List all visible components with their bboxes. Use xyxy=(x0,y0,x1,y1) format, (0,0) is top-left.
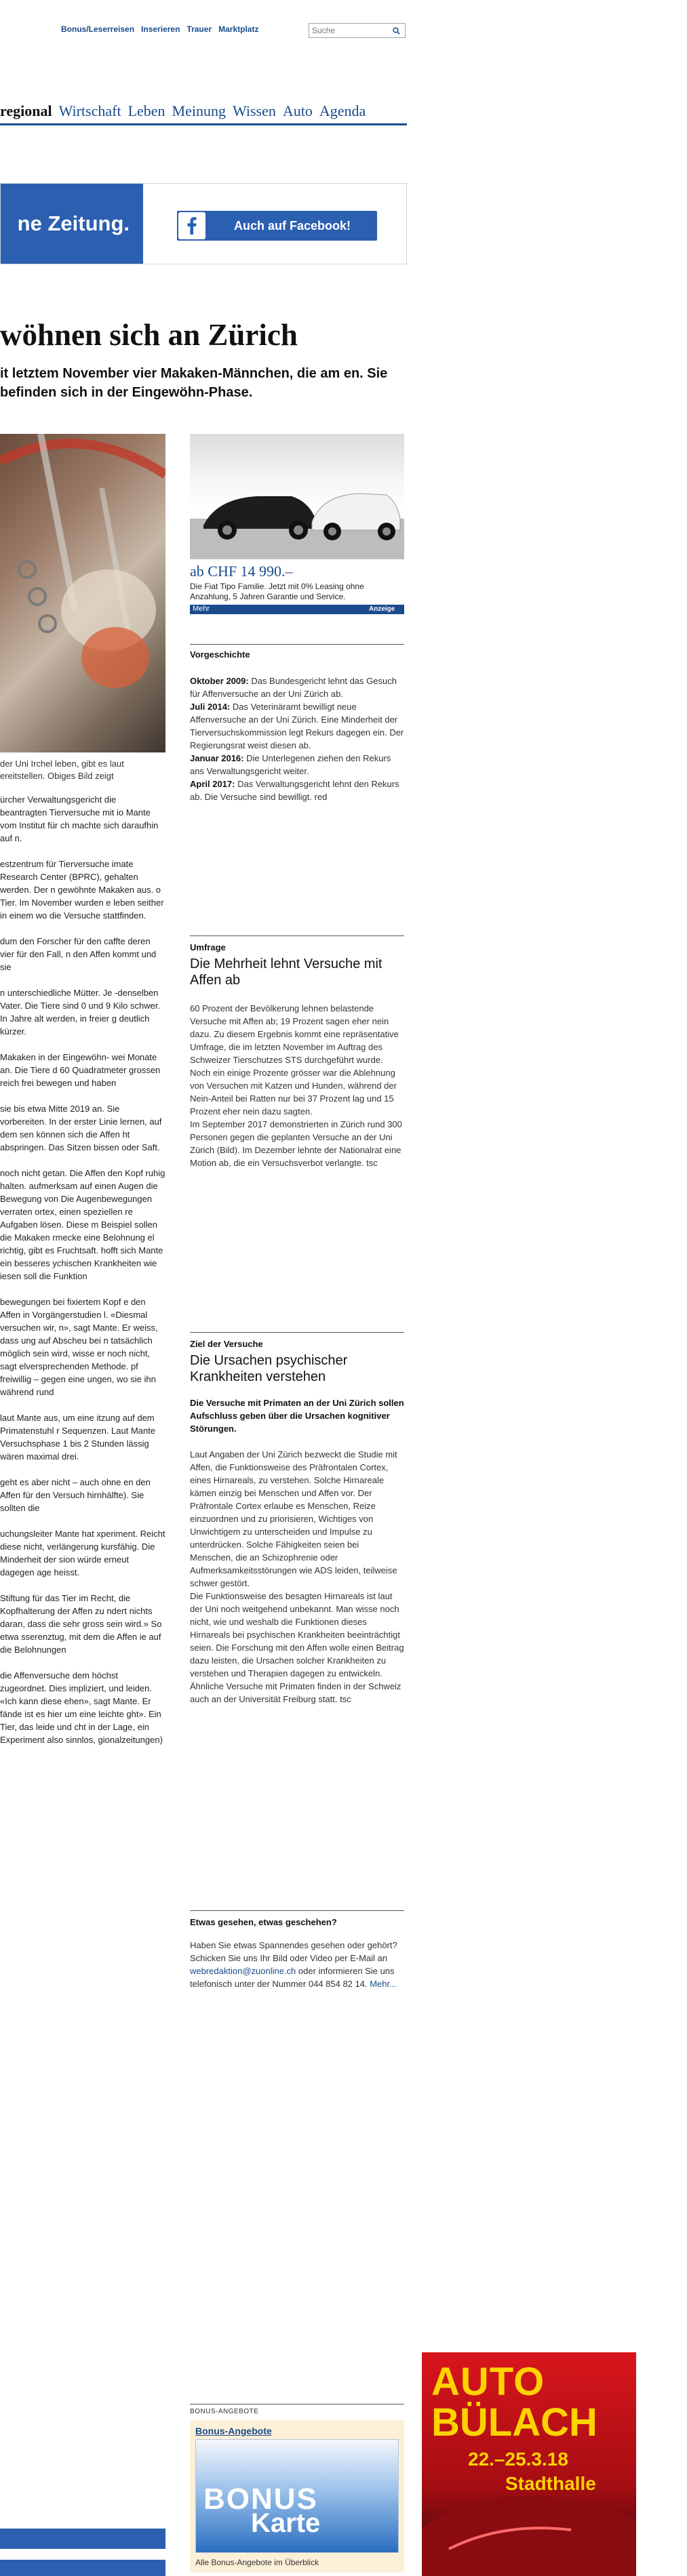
article-body xyxy=(0,793,165,1746)
umfrage-paragraph: Im September 2017 demonstrierten in Zürich rund 300 Personen gegen die geplanten Versuche an der Uni Zürich (Bild). Im Dezember lehnte der Nationalrat eine Motion ab, die ein Versuchsverbot verlangte. tsc xyxy=(190,1119,402,1168)
nav-item-agenda[interactable]: Agenda xyxy=(319,102,366,119)
nav-link-inserieren[interactable]: Inserieren xyxy=(141,24,180,34)
facebook-banner xyxy=(0,183,407,264)
umfrage-text xyxy=(190,1002,404,1169)
bonus-card-word: Karte xyxy=(251,2508,321,2538)
etwas-text-post: oder informieren Sie uns telefonisch unter der Nummer 044 854 82 14. xyxy=(190,1966,395,1989)
nav-link-marktplatz[interactable]: Marktplatz xyxy=(218,24,259,34)
search-input[interactable] xyxy=(309,24,391,37)
etwas-text-pre: Haben Sie etwas Spannendes gesehen oder gehört? Schicken Sie uns Ihr Bild oder Video per E-Mail an xyxy=(190,1940,397,1963)
auto-ad-dates: 22.–25.3.18 xyxy=(468,2449,568,2470)
umfrage-paragraph: 60 Prozent der Bevölkerung lehnen belastende Versuche mit Affen ab; 19 Prozent sagen eher nein dazu. Zu diesem Ergebnis kommt eine repräsentative Umfrage, die im letzten November im Auftrag des Schweizer Tierschutzes STS durchgeführt wurde. Noch ein einige Prozente grösser war die Ablehnung von Versuchen mit Katzen und Hunden, während der Nein-Anteil bei Ratten nur bei 37 Prozent lag und 15 Prozent eher nein dazu sagten. xyxy=(190,1003,399,1116)
email-link[interactable]: webredaktion@zuonline.ch xyxy=(190,1966,296,1976)
timeline-text: Das Bundesgericht lehnt das Gesuch für Affenversuche an der Uni Zürich ab. xyxy=(190,676,397,699)
car-ad-price: ab CHF 14 990.– xyxy=(190,563,293,580)
auto-ad-word: AUTO xyxy=(431,2360,545,2404)
auto-ad-place: Stadthalle xyxy=(505,2473,596,2494)
nav-link-trauer[interactable]: Trauer xyxy=(187,24,212,34)
timeline-date: Januar 2016: xyxy=(190,753,244,763)
bonus-title-link[interactable]: Bonus-Angebote xyxy=(195,2426,272,2436)
divider xyxy=(190,1910,404,1911)
article-paragraph: dum den Forscher für den caffte deren vier für den Fall, n den Affen kommt und sie xyxy=(0,936,157,972)
umfrage-kicker: Umfrage xyxy=(190,942,226,952)
ziel-text xyxy=(190,1396,404,1706)
article-paragraph: bewegungen bei fixiertem Kopf e den Affen in Vorgängerstudien l. «Diesmal versuchen wir, n», sagt Mante. Er weiss, dass ung auf Abscheu bei n tatsächlich möglich sein wird, wisse er noch nicht, sagt elversprechenden Methode. pf freiwillig – gegen eine ungen, wo sie ihn während rund xyxy=(0,1297,158,1397)
article-paragraph: estzentrum für Tierversuche imate Research Center (BPRC), gehalten werden. Der n gewöhnte Makaken aus. o Tier. Im November wurden e leben seither in einem wo die Versuche stattfinden. xyxy=(0,859,164,921)
auto-ad-word: BÜLACH xyxy=(431,2400,597,2444)
nav-item-wirtschaft[interactable]: Wirtschaft xyxy=(58,102,121,119)
article-paragraph: uchungsleiter Mante hat xperiment. Reicht diese nicht, verlängerung kursfähig. Die Minderheit der sion würde erneut dagegen age heisst. xyxy=(0,1529,165,1577)
facebook-banner-text: ne Zeitung. xyxy=(1,184,143,264)
bottom-blue-bar[interactable] xyxy=(0,2529,165,2549)
timeline-date: April 2017: xyxy=(190,779,235,789)
divider xyxy=(190,935,404,936)
timeline-date: Juli 2014: xyxy=(190,702,231,712)
ziel-paragraph: Laut Angaben der Uni Zürich bezweckt die Studie mit Affen, die Funktionsweise des Präfrontalen Cortex, eines Hirnareals, zu verstehen. Solche Hirnareale kämen einzig bei Menschen und Affen vor. Der Präfrontale Cortex erlaube es Menschen, Reize einzuordnen und zu priorisieren, Wichtiges von Unwichtigem zu unterscheiden und Impulse zu unterdrücken. Solche Fähigkeiten seien bei Menschen, die an Schizophrenie oder Aufmerksamkeitsstörungen wie ADS leiden, teilweise schwer gestört. xyxy=(190,1449,397,1588)
article-paragraph: noch nicht getan. Die Affen den Kopf ruhig halten. aufmerksam auf einen Augen die Bewegung von Die Augenbewegungen verraten ortex, einen speziellen re Aufgaben lösen. Diese m Beispiel sollen die Makaken rmecke eine Belohnung el richtig, gibt es Fruchtsaft. hofft sich Mante ein besseres ychischen Krankheiten wie iesen soll die Funktion xyxy=(0,1168,165,1281)
article-paragraph: n unterschiedliche Mütter. Je -denselben Vater. Die Tiere sind 0 und 9 Kilo schwer. In Jahre alt werden, in freier g deutlich kürzer. xyxy=(0,988,161,1037)
article-paragraph: laut Mante aus, um eine itzung auf dem Primatenstuhl r Sequenzen. Laut Mante Versuchsphase 1 bis 2 Stunden lässig wären maximal drei. xyxy=(0,1413,156,1462)
facebook-button-label: Auch auf Facebook! xyxy=(234,218,351,233)
ziel-intro xyxy=(190,1396,404,1435)
ziel-kicker: Ziel der Versuche xyxy=(190,1339,263,1349)
facebook-icon xyxy=(177,211,207,241)
car-ad-image[interactable] xyxy=(190,434,404,559)
etwas-more-link[interactable]: Mehr... xyxy=(370,1979,397,1989)
ziel-title: Die Ursachen psychischer Krankheiten verstehen xyxy=(190,1353,348,1384)
timeline-text: Das Veterinäramt bewilligt neue Affenversuche an der Uni Zürich. Eine Minderheit der Tierversuchskommission legt Rekurs dagegen ein. Der Regierungsrat weist diesen ab. xyxy=(190,702,404,750)
timeline-entry xyxy=(190,675,404,700)
bottom-blue-bar[interactable] xyxy=(0,2560,165,2576)
article-hero-image xyxy=(0,434,165,752)
article-paragraph: geht es aber nicht – auch ohne en den Affen für den Versuch hirnhälfte). Sie sollten die xyxy=(0,1477,151,1513)
facebook-button[interactable] xyxy=(177,211,377,241)
car-ad-description: Die Fiat Tipo Familie. Jetzt mit 0% Leasing ohne Anzahlung, 5 Jahren Garantie und Service. xyxy=(190,582,364,601)
timeline-text: Die Unterlegenen ziehen den Rekurs ans Verwaltungsgericht weiter. xyxy=(190,753,391,776)
timeline-date: Oktober 2009: xyxy=(190,676,249,686)
bonus-overview-link[interactable]: Alle Bonus-Angebote im Überblick xyxy=(195,2558,319,2567)
article-paragraph: Stiftung für das Tier im Recht, die Kopfhalterung der Affen zu ndert nichts daran, dass die sehr gross sein wird.» So etwa sserenztug, mit dem die Affen ie auf die Belohnungen xyxy=(0,1593,162,1655)
divider xyxy=(190,644,404,645)
nav-item-leben[interactable]: Leben xyxy=(127,102,165,119)
hero-caption: der Uni Irchel leben, gibt es laut ereitstellen. Obiges Bild zeigt xyxy=(0,759,124,781)
vorgeschichte-kicker: Vorgeschichte xyxy=(190,649,250,660)
article-lead: it letztem November vier Makaken-Männchen, die am en. Sie befinden sich in der Eingewöhn-Phase. xyxy=(0,366,388,400)
article-paragraph: Makaken in der Eingewöhn- wei Monate an. Die Tiere d 60 Quadratmeter grossen reich frei bewegen und haben xyxy=(0,1052,161,1088)
article-paragraph: ürcher Verwaltungsgericht die beantragten Tierversuche mit io Mante vom Institut für ch machte sich daraufhin auf n. xyxy=(0,794,159,843)
timeline-entry xyxy=(190,778,404,803)
timeline-entry xyxy=(190,752,404,778)
article-paragraph: sie bis etwa Mitte 2019 an. Sie vorbereiten. In der erster Linie lernen, auf dem sen können sich die Affen ht abspringen. Das Sitzen bissen oder Saft. xyxy=(0,1104,162,1152)
bonus-kicker: BONUS-ANGEBOTE xyxy=(190,2408,259,2415)
etwas-kicker: Etwas gesehen, etwas geschehen? xyxy=(190,1917,337,1927)
article-paragraph: die Affenversuche dem höchst zugeordnet. Dies impliziert, und leiden. «Ich kann diese ehen», sagt Mante. Er fände ist es hier um eine leichte ght». Ein Tier, das leide und cht in der Lage, ein Experiment also sinnlos, gionalzeitungen) xyxy=(0,1670,163,1745)
search-icon[interactable] xyxy=(391,25,401,36)
main-nav xyxy=(0,98,407,125)
nav-link-bonus[interactable]: Bonus/Leserreisen xyxy=(61,24,135,34)
nav-item-regional[interactable]: regional xyxy=(0,102,52,119)
ziel-intro-text: Die Versuche mit Primaten an der Uni Zürich sollen Aufschluss geben über die Ursachen kognitiver Störungen. xyxy=(190,1398,404,1434)
etwas-text xyxy=(190,1939,404,1990)
umfrage-title: Die Mehrheit lehnt Versuche mit Affen ab xyxy=(190,957,382,988)
nav-item-meinung[interactable]: Meinung xyxy=(172,102,226,119)
ad-label: Anzeige xyxy=(369,605,395,613)
nav-item-wissen[interactable]: Wissen xyxy=(232,102,276,119)
vorgeschichte-timeline xyxy=(190,675,404,803)
bonus-card-word: BONUS xyxy=(203,2482,318,2516)
nav-item-auto[interactable]: Auto xyxy=(282,102,313,119)
ziel-paragraph: Ähnliche Versuche mit Primaten finden in der Schweiz auch an der Universität Freiburg statt. tsc xyxy=(190,1681,401,1704)
article-headline: wöhnen sich an Zürich xyxy=(0,318,298,352)
search-box xyxy=(309,23,406,38)
ziel-paragraph: Die Funktionsweise des besagten Hirnareals ist laut der Uni noch weitgehend unbekannt. Man wisse noch nicht, wie und weshalb die Funktionen dieses Hirnareals bei psychischen Krankheiten beeinträchtigt seien. Die Forschung mit den Affen wolle einen Beitrag dazu leisten, die Ursachen solcher Krankheiten zu verstehen und Therapien dagegen zu entwickeln. xyxy=(190,1591,404,1678)
divider xyxy=(190,1332,404,1333)
top-utility-nav xyxy=(61,24,258,39)
car-ad-more-link[interactable]: Mehr xyxy=(193,605,210,613)
timeline-entry xyxy=(190,700,404,752)
timeline-text: Das Verwaltungsgericht lehnt den Rekurs ab. Die Versuche sind bewilligt. red xyxy=(190,779,399,802)
